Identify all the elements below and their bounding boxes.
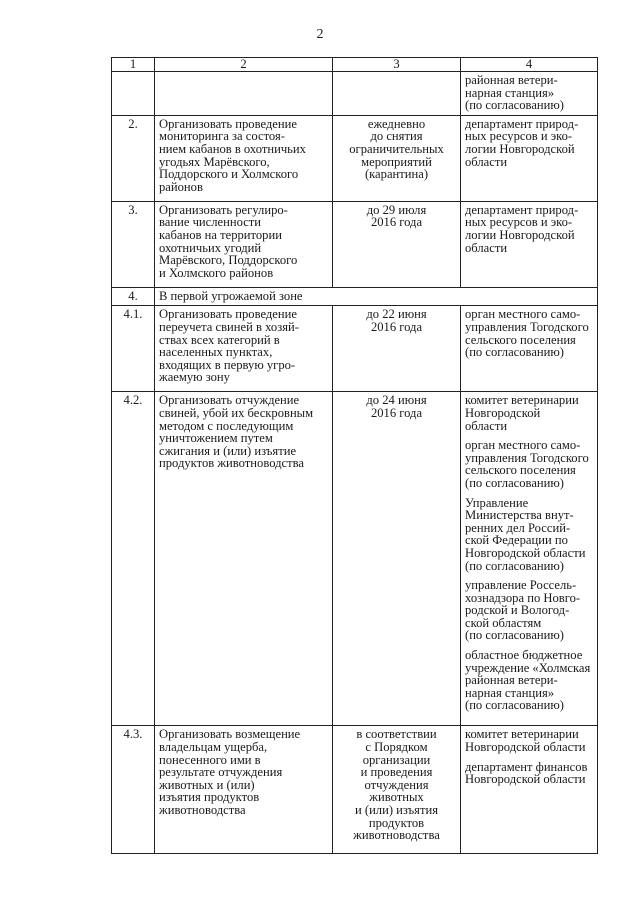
responsible-entry: орган местного само- управления Тогодского сельского поселения (по согласованию) bbox=[465, 307, 589, 360]
responsible-entry: комитет ветеринарии Новгородской области bbox=[465, 727, 586, 754]
responsible-entry: управление Россель- хознадзора по Новго- родской и Вологод- ской областям (по согласованию) bbox=[465, 578, 581, 643]
action-cell: Организовать регулиро- вание численности кабанов на территории охотничьих угодий Марёвского, Поддорского и Холмского районов bbox=[155, 201, 333, 287]
responsible-entry: департамент финансов Новгородской области bbox=[465, 759, 588, 787]
row-number bbox=[112, 72, 155, 116]
action-cell: Организовать проведение мониторинга за состоя- нием кабанов в охотничьих угодьях Марёвского, Поддорского и Холмского районов bbox=[155, 115, 333, 201]
table-row bbox=[112, 726, 598, 854]
row-number: 3. bbox=[112, 201, 155, 287]
responsible-cell bbox=[461, 306, 598, 392]
action-cell: Организовать возмещение владельцам ущерба, понесенного ими в результате отчуждения животных и (или) изъятия продуктов животноводства bbox=[155, 726, 333, 854]
responsible-entry: департамент природ- ных ресурсов и эко- логии Новгородской области bbox=[465, 116, 579, 169]
table-row bbox=[112, 392, 598, 726]
row-number: 2. bbox=[112, 115, 155, 201]
table-row bbox=[112, 287, 598, 306]
responsible-cell bbox=[461, 392, 598, 726]
responsible-cell bbox=[461, 115, 598, 201]
measures-table bbox=[111, 57, 598, 854]
header-row bbox=[112, 58, 598, 72]
row-number: 4.1. bbox=[112, 306, 155, 392]
row-number: 4.2. bbox=[112, 392, 155, 726]
header-col-2: 2 bbox=[155, 58, 333, 72]
header-col-3: 3 bbox=[333, 58, 461, 72]
deadline-cell: в соответствии с Порядком организации и проведения отчуждения животных и (или) изъятия продуктов животноводства bbox=[333, 726, 461, 854]
responsible-entry: Управление Министерства внут- ренних дел Россий- ской Федерации по Новгородской области (по согласованию) bbox=[465, 495, 586, 573]
table-row bbox=[112, 115, 598, 201]
deadline-cell: до 22 июня 2016 года bbox=[333, 306, 461, 392]
row-number: 4. bbox=[112, 287, 155, 306]
header-col-4: 4 bbox=[461, 58, 598, 72]
responsible-cell bbox=[461, 72, 598, 116]
responsible-entry: районная ветери- нарная станция» (по согласованию) bbox=[465, 73, 565, 113]
responsible-entry: орган местного само- управления Тогодского сельского поселения (по согласованию) bbox=[465, 438, 589, 490]
table-row bbox=[112, 306, 598, 392]
responsible-cell bbox=[461, 726, 598, 854]
table-row bbox=[112, 72, 598, 116]
table-row bbox=[112, 201, 598, 287]
page-number: 2 bbox=[316, 27, 324, 42]
row-number: 4.3. bbox=[112, 726, 155, 854]
action-cell: Организовать проведение переучета свиней в хозяй- ствах всех категорий в населенных пунктах, входящих в первую угро- жаемую зону bbox=[155, 306, 333, 392]
section-heading: В первой угрожаемой зоне bbox=[155, 287, 598, 306]
deadline-cell: до 24 июня 2016 года bbox=[333, 392, 461, 726]
responsible-cell bbox=[461, 201, 598, 287]
action-cell bbox=[155, 72, 333, 116]
responsible-entry: департамент природ- ных ресурсов и эко- логии Новгородской области bbox=[465, 202, 579, 255]
header-col-1: 1 bbox=[112, 58, 155, 72]
deadline-cell bbox=[333, 72, 461, 116]
deadline-cell: ежедневно до снятия ограничительных мероприятий (карантина) bbox=[333, 115, 461, 201]
responsible-entry: областное бюджетное учреждение «Холмская районная ветери- нарная станция» (по согласованию) bbox=[465, 648, 591, 713]
responsible-entry: комитет ветеринарии Новгородской области bbox=[465, 393, 579, 433]
action-cell: Организовать отчуждение свиней, убой их бескровным методом с последующим уничтожением путем сжигания и (или) изъятие продуктов животноводства bbox=[155, 392, 333, 726]
deadline-cell: до 29 июля 2016 года bbox=[333, 201, 461, 287]
